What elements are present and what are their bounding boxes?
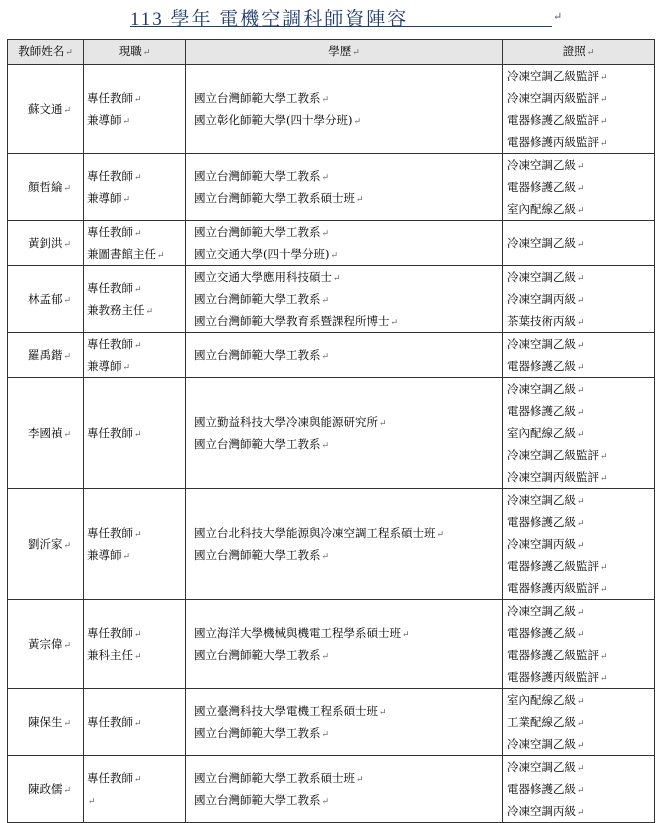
teacher-edu-line: 國立台灣師範大學工教系↵ (194, 91, 330, 105)
teacher-cert-line: 冷凍空調乙級↵ (507, 236, 585, 250)
teacher-job (84, 689, 186, 756)
teacher-name (8, 333, 84, 378)
teacher-cert-line: 冷凍空調乙級監評↵ (507, 69, 608, 83)
teacher-job-line: 專任教師↵ (87, 426, 142, 440)
teacher-cert (503, 756, 655, 823)
teacher-edu-line: 國立台灣師範大學工教系↵ (194, 648, 330, 662)
teacher-job-line: 專任教師↵ (87, 526, 142, 540)
teacher-cert-line: 室內配線乙級↵ (507, 693, 585, 707)
teacher-edu (186, 378, 503, 489)
teacher-name-line: 陳政儒↵ (28, 782, 72, 796)
teacher-job-line: 專任教師↵ (87, 626, 142, 640)
teacher-job (84, 489, 186, 600)
teacher-cert-line: 室內配線乙級↵ (507, 202, 585, 216)
teacher-name (8, 65, 84, 154)
teacher-cert-line: 電器修護乙級↵ (507, 180, 585, 194)
teacher-job (84, 65, 186, 154)
teacher-edu (186, 65, 503, 154)
teacher-cert (503, 65, 655, 154)
teacher-cert-line: 工業配線乙級↵ (507, 715, 585, 729)
teacher-name (8, 154, 84, 221)
teacher-name (8, 756, 84, 823)
teacher-edu (186, 600, 503, 689)
teacher-job (84, 154, 186, 221)
teacher-edu (186, 689, 503, 756)
teacher-job-line: 兼圖書館主任↵ (87, 247, 165, 261)
table-row (8, 689, 655, 756)
teacher-edu (186, 333, 503, 378)
header-name: 教師姓名↵ (8, 40, 84, 65)
teacher-name (8, 689, 84, 756)
table-row (8, 333, 655, 378)
teacher-cert (503, 378, 655, 489)
teacher-cert-line: 電器修護乙級↵ (507, 359, 585, 373)
teacher-edu-line: 國立海洋大學機械與機電工程學系碩士班↵ (194, 626, 410, 640)
teacher-cert-line: 冷凍空調乙級↵ (507, 737, 585, 751)
teacher-cert-line: 冷凍空調乙級監評↵ (507, 448, 608, 462)
teacher-name-line: 林孟郁↵ (28, 292, 72, 306)
teacher-job-line: 專任教師↵ (87, 771, 142, 785)
teacher-edu-line: 國立彰化師範大學(四十學分班)↵ (194, 113, 362, 127)
teacher-edu (186, 266, 503, 333)
teacher-job-line: ↵ (88, 797, 96, 807)
teacher-edu (186, 756, 503, 823)
teacher-job-line: 兼導師↵ (87, 359, 131, 373)
teacher-job-line: 專任教師↵ (87, 91, 142, 105)
title-underline (130, 26, 552, 27)
teacher-cert-line: 室內配線乙級↵ (507, 426, 585, 440)
table-row (8, 221, 655, 266)
teacher-name-line: 黃釗洪↵ (28, 236, 72, 250)
teacher-job (84, 266, 186, 333)
teacher-job-line: 專任教師↵ (87, 281, 142, 295)
teacher-cert (503, 221, 655, 266)
teacher-edu-line: 國立台灣師範大學工教系碩士班↵ (194, 771, 364, 785)
teacher-edu-line: 國立臺灣科技大學電機工程系碩士班↵ (194, 704, 387, 718)
teacher-cert-line: 冷凍空調乙級↵ (507, 158, 585, 172)
teacher-cert-line: 電器修護乙級監評↵ (507, 113, 608, 127)
teacher-cert-line: 電器修護乙級↵ (507, 782, 585, 796)
teacher-job-line: 專任教師↵ (87, 715, 142, 729)
teacher-edu-line: 國立台灣師範大學工教系↵ (194, 225, 330, 239)
teacher-name-line: 顏哲綸↵ (28, 180, 72, 194)
teacher-cert-line: 冷凍空調丙級↵ (507, 537, 585, 551)
header-job: 現職↵ (84, 40, 186, 65)
teacher-cert-line: 電器修護丙級監評↵ (507, 670, 608, 684)
teacher-edu-line: 國立台灣師範大學工教系↵ (194, 348, 330, 362)
teacher-edu-line: 國立台灣師範大學工教系↵ (194, 726, 330, 740)
table-row (8, 65, 655, 154)
teacher-cert-line: 冷凍空調丙級↵ (507, 804, 585, 818)
document-header (0, 0, 660, 36)
table-row (8, 154, 655, 221)
teacher-job (84, 756, 186, 823)
teacher-edu (186, 489, 503, 600)
teacher-cert-line: 電器修護乙級↵ (507, 626, 585, 640)
teacher-cert (503, 689, 655, 756)
teacher-cert (503, 600, 655, 689)
teacher-edu-line: 國立台灣師範大學工教系碩士班↵ (194, 191, 364, 205)
teacher-cert-line: 冷凍空調乙級↵ (507, 270, 585, 284)
teacher-job (84, 333, 186, 378)
teacher-job (84, 221, 186, 266)
teacher-edu-line: 國立交通大學應用科技碩士↵ (194, 270, 341, 284)
teacher-job-line: 專任教師↵ (87, 337, 142, 351)
header-cert: 證照↵ (503, 40, 655, 65)
teacher-cert-line: 電器修護乙級↵ (507, 404, 585, 418)
teacher-cert-line: 電器修護丙級監評↵ (507, 581, 608, 595)
teacher-name-line: 劉沂家↵ (28, 537, 72, 551)
teacher-name-line: 黃宗偉↵ (28, 637, 72, 651)
teacher-cert-line: 冷凍空調乙級↵ (507, 604, 585, 618)
teacher-edu-line: 國立交通大學(四十學分班)↵ (194, 247, 339, 261)
teacher-edu-line: 國立勤益科技大學冷凍與能源研究所↵ (194, 415, 387, 429)
teacher-edu (186, 154, 503, 221)
teacher-job (84, 378, 186, 489)
teacher-cert (503, 489, 655, 600)
teacher-job-line: 兼導師↵ (87, 113, 131, 127)
teacher-name (8, 600, 84, 689)
teacher-job-line: 兼導師↵ (87, 191, 131, 205)
teacher-cert (503, 266, 655, 333)
teacher-edu-line: 國立台灣師範大學工教系↵ (194, 548, 330, 562)
teacher-name-line: 陳保生↵ (28, 715, 72, 729)
header-edu: 學歷↵ (186, 40, 503, 65)
teacher-cert (503, 154, 655, 221)
teacher-cert-line: 電器修護丙級監評↵ (507, 135, 608, 149)
table-row (8, 756, 655, 823)
teacher-edu-line: 國立台灣師範大學教育系暨課程所博士↵ (194, 314, 399, 328)
teacher-cert-line: 冷凍空調丙級監評↵ (507, 91, 608, 105)
teacher-edu-line: 國立台灣師範大學工教系↵ (194, 793, 330, 807)
teacher-edu-line: 國立台灣師範大學工教系↵ (194, 437, 330, 451)
teacher-name-line: 蘇文通↵ (28, 102, 72, 116)
table-row (8, 489, 655, 600)
table-row (8, 600, 655, 689)
table-row (8, 266, 655, 333)
teacher-edu-line: 國立台灣師範大學工教系↵ (194, 292, 330, 306)
teacher-edu-line: 國立台灣師範大學工教系↵ (194, 169, 330, 183)
teacher-job-line: 兼導師↵ (87, 548, 131, 562)
teacher-job-line: 兼教務主任↵ (87, 303, 154, 317)
teacher-cert-line: 茶葉技術丙級↵ (507, 314, 585, 328)
table-row (8, 378, 655, 489)
page-title: 113 學年 電機空調科師資陣容 (130, 9, 409, 30)
teacher-cert-line: 冷凍空調乙級↵ (507, 493, 585, 507)
table-header-row (8, 40, 655, 65)
teacher-cert-line: 電器修護乙級↵ (507, 515, 585, 529)
teacher-cert-line: 冷凍空調丙級↵ (507, 292, 585, 306)
teacher-edu-line: 國立台北科技大學能源與冷凍空調工程系碩士班↵ (194, 526, 445, 540)
teacher-cert-line: 冷凍空調乙級↵ (507, 337, 585, 351)
teacher-name-line: 羅禹鍇↵ (28, 348, 72, 362)
teacher-cert-line: 冷凍空調丙級監評↵ (507, 470, 608, 484)
teacher-name (8, 378, 84, 489)
teacher-job-line: 兼科主任↵ (87, 648, 142, 662)
teacher-cert-line: 冷凍空調乙級↵ (507, 760, 585, 774)
teacher-cert-line: 電器修護乙級監評↵ (507, 559, 608, 573)
teacher-name (8, 266, 84, 333)
paragraph-mark: ↵ (553, 10, 563, 23)
teacher-name (8, 221, 84, 266)
teacher-cert-line: 電器修護乙級監評↵ (507, 648, 608, 662)
teacher-job-line: 專任教師↵ (87, 225, 142, 239)
teacher-job-line: 專任教師↵ (87, 169, 142, 183)
teacher-name (8, 489, 84, 600)
teacher-cert (503, 333, 655, 378)
teacher-edu (186, 221, 503, 266)
teacher-cert-line: 冷凍空調乙級↵ (507, 382, 585, 396)
faculty-table (7, 39, 655, 823)
teacher-name-line: 李國禎↵ (28, 426, 72, 440)
teacher-job (84, 600, 186, 689)
